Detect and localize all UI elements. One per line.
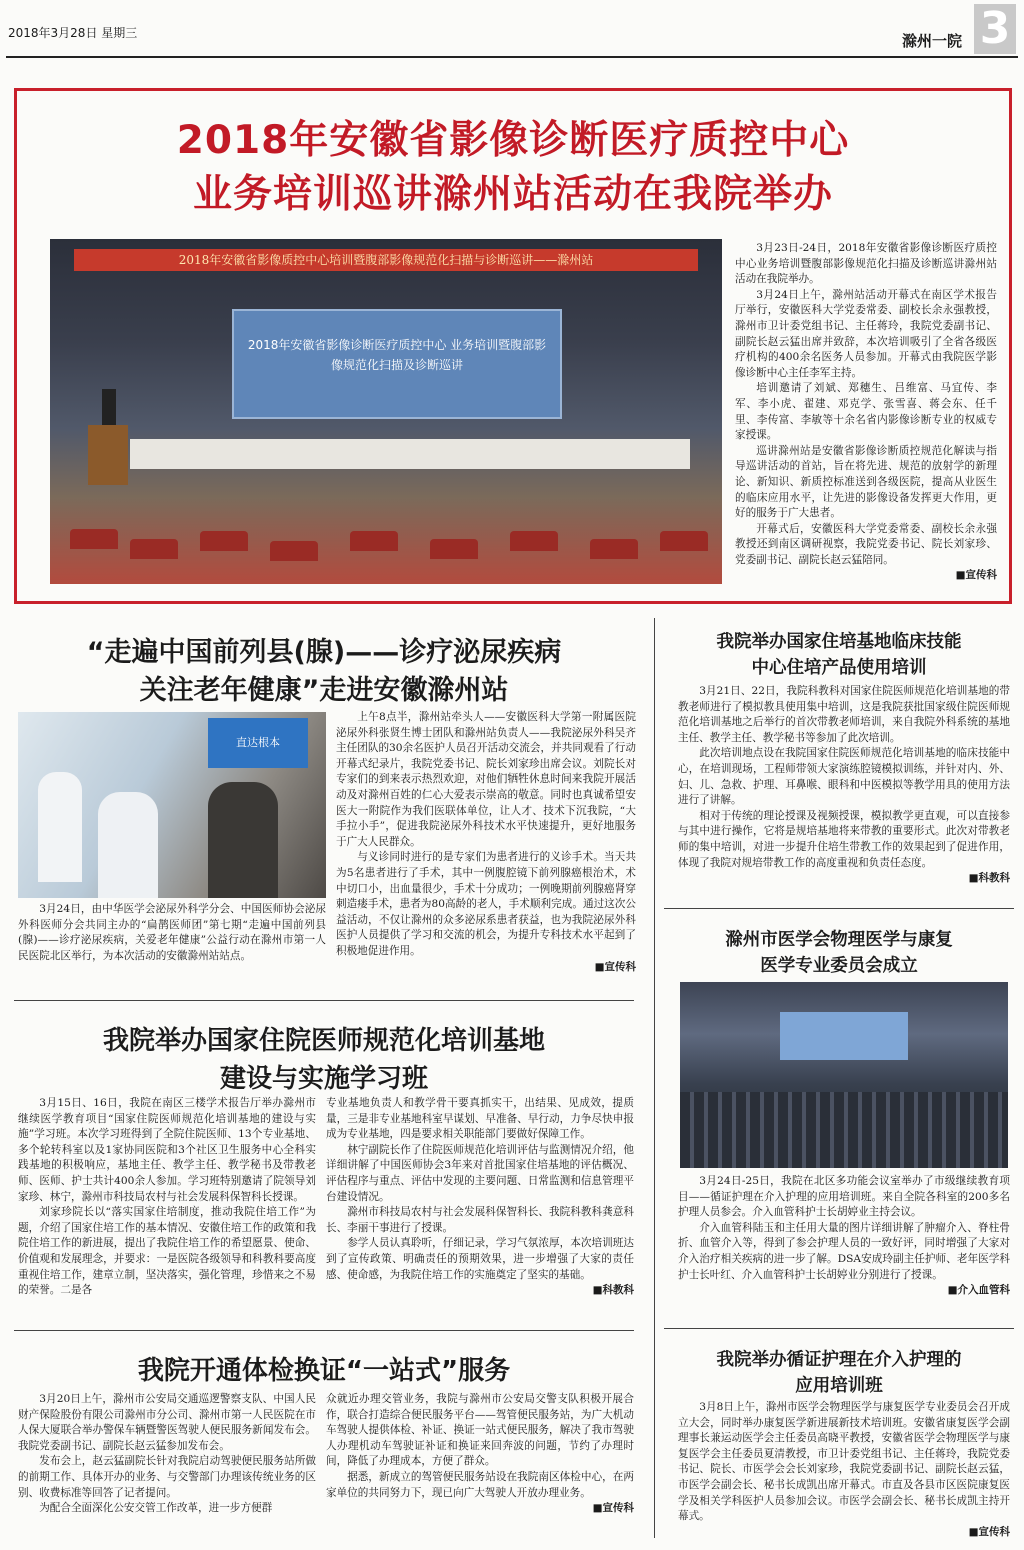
- article2-headline-line1: 我院举办国家住院医师规范化培训基地: [102, 1026, 545, 1056]
- article5-signature: ■介入血管科: [947, 1284, 1010, 1297]
- article5-headline-line1: 滁州市医学会物理医学与康复: [725, 930, 953, 950]
- article1-signature: ■宣传科: [594, 960, 636, 973]
- lead-headline-line1: 2018年安徽省影像诊断医疗质控中心: [176, 118, 850, 163]
- article5-photo: [680, 982, 1008, 1168]
- rostrum-table: [130, 439, 690, 469]
- photo-sign-text: 直达根本: [208, 718, 308, 768]
- article4-body: 3月21日、22日，我院科教科对国家住院医师规范化培训基地的带教老师进行了模拟教具使用集中培训，这是我院获批国家级住院医师规范化培训基地之后举行的首次带教老师培训，来自我院外科系统的基地主任、教学主任、教学秘书等参加了此次培训。 此次培训地点设在我院国家住院医师规范化培训基地的临床技能中心，在培训现场，工程师带领大家演练腔镜模拟训练，并针对内、外、妇、儿、急救、护理、耳鼻喉、眼科和中医模拟等教学用具的使用方法进行了讲解。 相对于传统的理论授课及视频授课，模拟教学更直观，可以直接参与其中进行操作，它将是规培基地将来带教的重要形式。此次对带教老师的集中培训，对进一步提升住培生带教工作的效果起到了促进作用，体现了我院对规培带教工作的高度重视和负责任态度。 ■科教科: [678, 684, 1010, 896]
- lead-headline-line2: 业务培训巡讲滁州站活动在我院举办: [192, 172, 833, 217]
- masthead-rule: [6, 56, 1018, 58]
- article5-body: 3月24日-25日，我院在北区多功能会议室举办了市级继续教育项目——循证护理在介入护理的应用培训班。来自全院各科室的200多名护理人员参会。介入血管科护士长胡婷业主持会议。 介入血管科陆玉和主任用大量的图片详细讲解了肿瘤介入、脊柱骨折、血管介入等，得到了参会护理人员的一致好评，同时增强了大家对介入治疗相关疾病的进一步了解。DSA安成玲副主任护师、老年医学科护士长叶红、介入血管科护士长胡婷业分别进行了授课。 ■介入血管科: [678, 1174, 1010, 1314]
- article2-headline-line2: 建设与实施学习班: [219, 1064, 428, 1094]
- article4-signature: ■科教科: [968, 872, 1010, 885]
- article1-body: 上午8点半，滁州站牵头人——安徽医科大学第一附属医院泌尿外科张贤生博士团队和滁州站负责人——我院泌尿外科吴齐主任团队的30余名医护人员召开活动交流会，并共同观看了行动开幕式纪录片，我院党委书记、院长刘家珍出席会议。刘院长对专家们的到来表示热烈欢迎，对他们牺牲休息时间来我院开展活动及对滁州百姓的仁心大爱表示崇高的敬意。同时也真诚希望安医大一附院作为我们医联体单位，让人才、技术下沉我院，“大手拉小手”，促进我院泌尿外科技术水平快速提升，更好地服务于广大人民群众。 与义诊同时进行的是专家们为患者进行的义诊手术。当天共为5名患者进行了手术，其中一例腹腔镜下前列腺癌根治术，术中切口小，出血量很少，手术十分成功；一例晚期前列腺癌肾穿刺造瘘手术，患者为80高龄的老人，手术顺利完成。通过这次公益活动，不仅让滁州的众多泌尿系患者获益，也为我院泌尿外科医护人员提供了学习和交流的机会，为提升专科技术水平起到了积极地促进作用。 ■宣传科: [336, 710, 636, 992]
- issue-date: 2018年3月28日 星期三: [8, 26, 138, 40]
- photo-banner-text: 2018年安徽省影像质控中心培训暨腹部影像规范化扫描与诊断巡讲——滁州站: [74, 249, 698, 271]
- projection-screen: [780, 1012, 908, 1060]
- article1-caption: 3月24日，由中华医学会泌尿外科学分会、中国医师协会泌尿外科医师分会共同主办的“扁鹊医师团”第七期“走遍中国前列县(腺)——诊疗泌尿疾病，关爱老年健康”公益行动在滁州市第一人民医院北区举行，为本次活动的安徽滁州站站点。: [18, 903, 326, 962]
- article2-body-right: 专业基地负责人和教学骨干要真抓实干，出结果、见成效，提质量，三是非专业基地科室早谋划、早准备、早行动，力争尽快申报成为专业基地，四是要求相关职能部门要做好保障工作。 林宁副院长作了住院医师规范化培训评估与监测情况介绍，他详细讲解了中国医师协会3年来对首批国家住培基地的评估概况、评估程序与重点、评估中发现的主要问题、日常监测和信息管理平台建设情况。 滁州市科技局农村与社会发展科保智科长、我院科教科龚意科长、李丽干事进行了授课。 参学人员认真聆听，仔细记录，学习气氛浓厚，本次培训班达到了宣传政策、明确责任的预期效果，进一步增强了大家的责任感、使命感，为我院住培工作的实施奠定了坚实的基础。 ■科教科: [326, 1096, 634, 1328]
- article3-body-left: 3月20日上午，滁州市公安局交通巡逻警察支队、中国人民财产保险股份有限公司滁州市分公司、滁州市第一人民医院在市人保大厦联合举办警保车辆暨警医驾驶人便民服务新闻发布会。我院党委副书记、副院长赵云猛参加发布会。 发布会上，赵云猛副院长针对我院启动驾驶便民服务站所做的前期工作、具体开办的业务、与交警部门办理该传统业务的区别、收费标准等回答了记者提问。 为配合全面深化公安交管工作改革，进一步方便群: [18, 1393, 316, 1515]
- divider: [664, 908, 1014, 909]
- page-number: 3: [974, 4, 1016, 54]
- article1-photo: [18, 712, 326, 898]
- article4-headline-line1: 我院举办国家住培基地临床技能: [716, 632, 962, 652]
- section-name: 滁州一院: [901, 32, 962, 50]
- article3-headline: 我院开通体检换证“一站式”服务: [137, 1356, 511, 1386]
- divider: [14, 1330, 634, 1331]
- projection-screen: [232, 309, 562, 419]
- column-divider: [654, 618, 655, 1538]
- divider: [14, 1000, 634, 1001]
- article2-body-left: 3月15日、16日，我院在南区三楼学术报告厅举办滁州市继续医学教育项目“国家住院医师规范化培训基地的建设与实施”学习班。本次学习班得到了全院住院医师、13个专业基地、多个轮转科室以及1家协同医院和3个社区卫生服务中心全科实践基地的积极响应，基地主任、教学主任、教学秘书及带教老师、医师、护士共计400余人参加。学习班特别邀请了院领导刘家珍、林宁，滁州市科技局农村与社会发展科保智科长授课。 刘家珍院长以“落实国家住培制度，推动我院住培工作”为题，介绍了国家住培工作的基本情况、安徽住培工作的政策和我院住培工作的新进展，提出了我院住培工作的希望愿景、使命、价值观和发展理念，并要求：一是医院各级领导和科教科要高度重视住培工作，建章立制，坚决落实，强化管理，珍惜来之不易的荣誉。二是各: [18, 1097, 316, 1297]
- lead-signature: ■宣传科: [955, 569, 997, 582]
- lead-article: [14, 88, 1012, 604]
- article1-headline-line2: 关注老年健康”走进安徽滁州站: [139, 675, 509, 706]
- lead-photo: [50, 239, 722, 584]
- article2-signature: ■科教科: [592, 1284, 634, 1297]
- lead-body: 3月23日-24日，2018年安徽省影像诊断医疗质控中心业务培训暨腹部影像规范化扫描及诊断巡讲滁州站活动在我院举办。 3月24日上午，滁州站活动开幕式在南区学术报告厅举行，安徽医科大学党委常委、副校长余永强教授，滁州市卫计委党组书记、主任蒋玲，我院党委副书记、副院长赵云猛出席并致辞，本次培训吸引了全省各级医疗机构的400余名医务人员参加。开幕式由我院医学影像诊断中心主任李军主持。 培训邀请了刘斌、郑穗生、吕维富、马宜传、李军、李小虎、翟建、邓克学、张雪喜、蒋会东、任千里、李传富、李敏等十余名省内影像诊断专业的权威专家授课。 巡讲滁州站是安徽省影像诊断质控规范化解读与指导巡讲活动的首站，旨在将先进、规范的放射学的新理论、新知识、新质控标准送到各级医院，提高从业医生的临床应用水平，让先进的影像设备发挥更大作用，更好的服务于广大患者。 开幕式后，安徽医科大学党委常委、副校长余永强教授还到南区调研视察，我院党委书记、院长刘家珍、党委副书记、副院长赵云猛陪同。 ■宣传科: [735, 241, 997, 586]
- article6-body: 3月8日上午，滁州市医学会物理医学与康复医学专业委员会召开成立大会，同时举办康复医学新进展新技术培训班。安徽省康复医学会副理事长兼运动医学会主任委员高晓平教授，安徽省医学会物理医学与康复医学会主任委员夏清教授，市卫计委党组书记、主任蒋玲，我院党委书记、院长、市医学会会长刘家珍，我院党委副书记、副院长赵云猛，市医学会副会长、秘书长成凯出席开幕式。市直及各县市区医院康复医学及相关学科医护人员参加会议。市医学会副会长、秘书长成凯主持开幕式。 ■宣传科: [678, 1400, 1010, 1544]
- article6-headline-line1: 我院举办循证护理在介入护理的: [716, 1350, 962, 1370]
- article5-headline-line2: 医学专业委员会成立: [760, 956, 918, 976]
- article1-headline-line1: “走遍中国前列县(腺)——诊疗泌尿疾病: [86, 637, 562, 668]
- article4-headline-line2: 中心住培产品使用培训: [751, 658, 927, 678]
- article3-body-right: 众就近办理交管业务，我院与滁州市公安局交警支队积极开展合作，联合打造综合便民服务平台——驾管便民服务站，为广大机动车驾驶人提供体检、补证、换证一站式便民服务，解决了我市驾驶人办理机动车驾驶证补证和换证来回奔波的问题，节约了办理时间，降低了办理成本，方便了群众。 据悉，新成立的驾管便民服务站设在我院南区体检中心，在两家单位的共同努力下，现已向广大驾驶人开放办理业务。 ■宣传科: [326, 1392, 634, 1542]
- article3-signature: ■宣传科: [592, 1502, 634, 1515]
- screen-text: 2018年安徽省影像诊断医疗质控中心 业务培训暨腹部影像规范化扫描及诊断巡讲: [247, 338, 547, 372]
- divider: [664, 1328, 1014, 1329]
- article6-signature: ■宣传科: [968, 1525, 1010, 1538]
- article6-headline-line2: 应用培训班: [795, 1376, 883, 1396]
